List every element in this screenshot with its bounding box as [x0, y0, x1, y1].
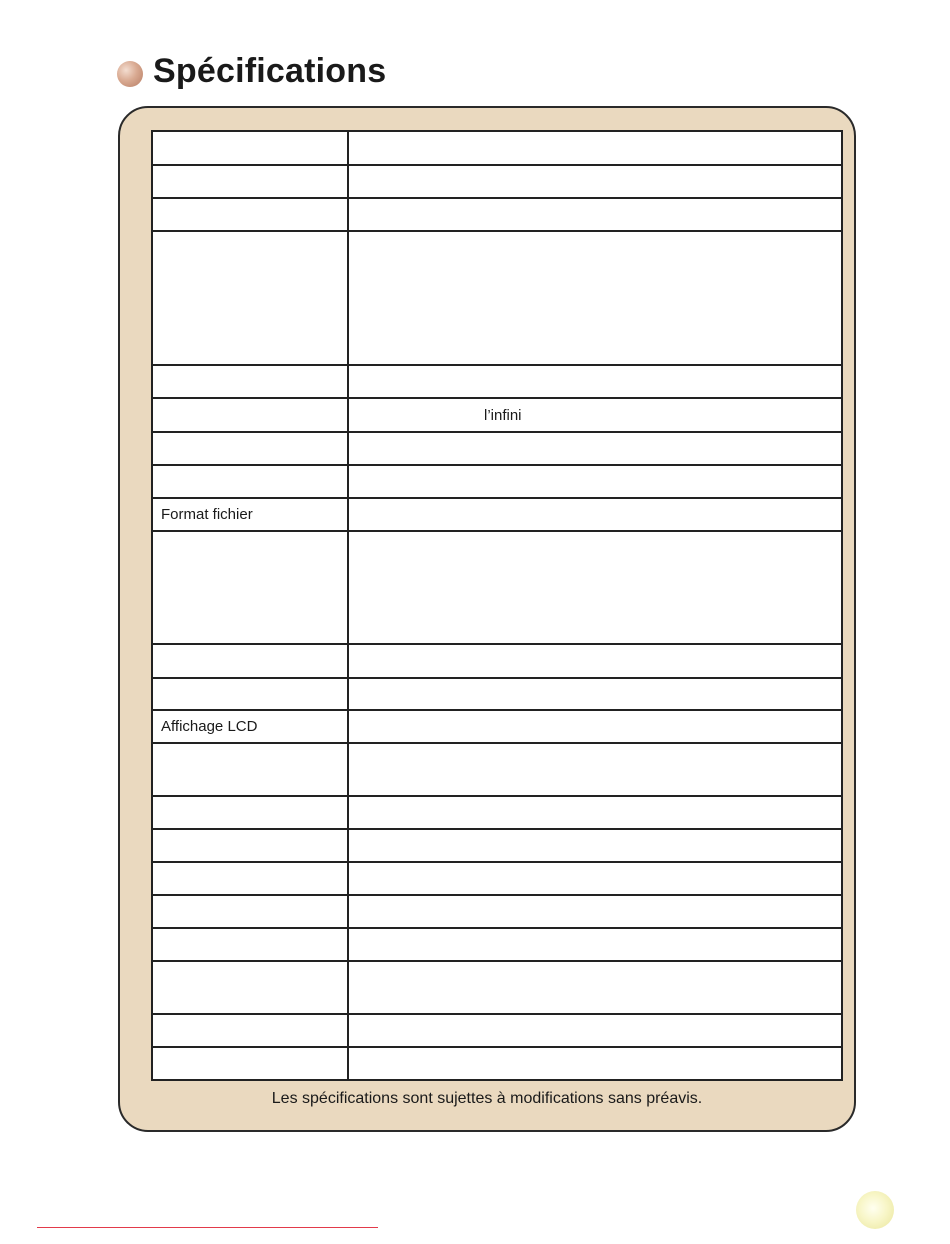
title-bullet-icon — [117, 61, 143, 87]
table-row — [152, 398, 842, 432]
spec-value: l’infini — [348, 398, 842, 432]
table-row — [152, 743, 842, 796]
page-title: Spécifications — [153, 52, 387, 90]
spec-label — [152, 531, 348, 644]
table-row — [152, 231, 842, 365]
spec-label — [152, 1047, 348, 1080]
spec-value — [348, 829, 842, 862]
spec-value — [348, 231, 842, 365]
spec-value — [348, 961, 842, 1014]
spec-label — [152, 1014, 348, 1047]
spec-label — [152, 465, 348, 498]
spec-label: Affichage LCD — [152, 710, 348, 743]
spec-label: Format fichier — [152, 498, 348, 531]
spec-table — [151, 130, 843, 1081]
table-row — [152, 1014, 842, 1047]
spec-value — [348, 432, 842, 465]
spec-value — [348, 531, 842, 644]
spec-label — [152, 231, 348, 365]
spec-value — [348, 678, 842, 710]
spec-value — [348, 743, 842, 796]
spec-value — [348, 862, 842, 895]
table-row — [152, 432, 842, 465]
spec-label — [152, 432, 348, 465]
table-row — [152, 928, 842, 961]
spec-value — [348, 710, 842, 743]
bottom-divider — [37, 1227, 378, 1228]
spec-value — [348, 1047, 842, 1080]
spec-label — [152, 365, 348, 398]
spec-label — [152, 678, 348, 710]
table-row — [152, 1047, 842, 1080]
spec-label — [152, 165, 348, 198]
table-row — [152, 465, 842, 498]
spec-label — [152, 398, 348, 432]
table-row — [152, 895, 842, 928]
page-marker-icon — [856, 1191, 894, 1229]
spec-label — [152, 796, 348, 829]
table-row — [152, 862, 842, 895]
table-row — [152, 678, 842, 710]
spec-label — [152, 829, 348, 862]
spec-value — [348, 1014, 842, 1047]
table-row — [152, 131, 842, 165]
table-row — [152, 710, 842, 743]
spec-value — [348, 796, 842, 829]
spec-value — [348, 465, 842, 498]
spec-value — [348, 131, 842, 165]
spec-label — [152, 743, 348, 796]
disclaimer-footnote: Les spécifications sont sujettes à modifications sans préavis. — [271, 1090, 703, 1107]
spec-label — [152, 198, 348, 231]
spec-value — [348, 498, 842, 531]
table-row — [152, 531, 842, 644]
table-row — [152, 198, 842, 231]
spec-label — [152, 895, 348, 928]
spec-value — [348, 165, 842, 198]
table-row — [152, 498, 842, 531]
spec-label — [152, 131, 348, 165]
spec-value — [348, 928, 842, 961]
spec-value — [348, 895, 842, 928]
table-row — [152, 829, 842, 862]
table-row — [152, 365, 842, 398]
table-row — [152, 165, 842, 198]
table-row — [152, 796, 842, 829]
spec-value — [348, 644, 842, 678]
table-row — [152, 644, 842, 678]
spec-label — [152, 862, 348, 895]
spec-label — [152, 961, 348, 1014]
spec-label — [152, 644, 348, 678]
spec-value — [348, 365, 842, 398]
table-row — [152, 961, 842, 1014]
spec-label — [152, 928, 348, 961]
spec-value — [348, 198, 842, 231]
